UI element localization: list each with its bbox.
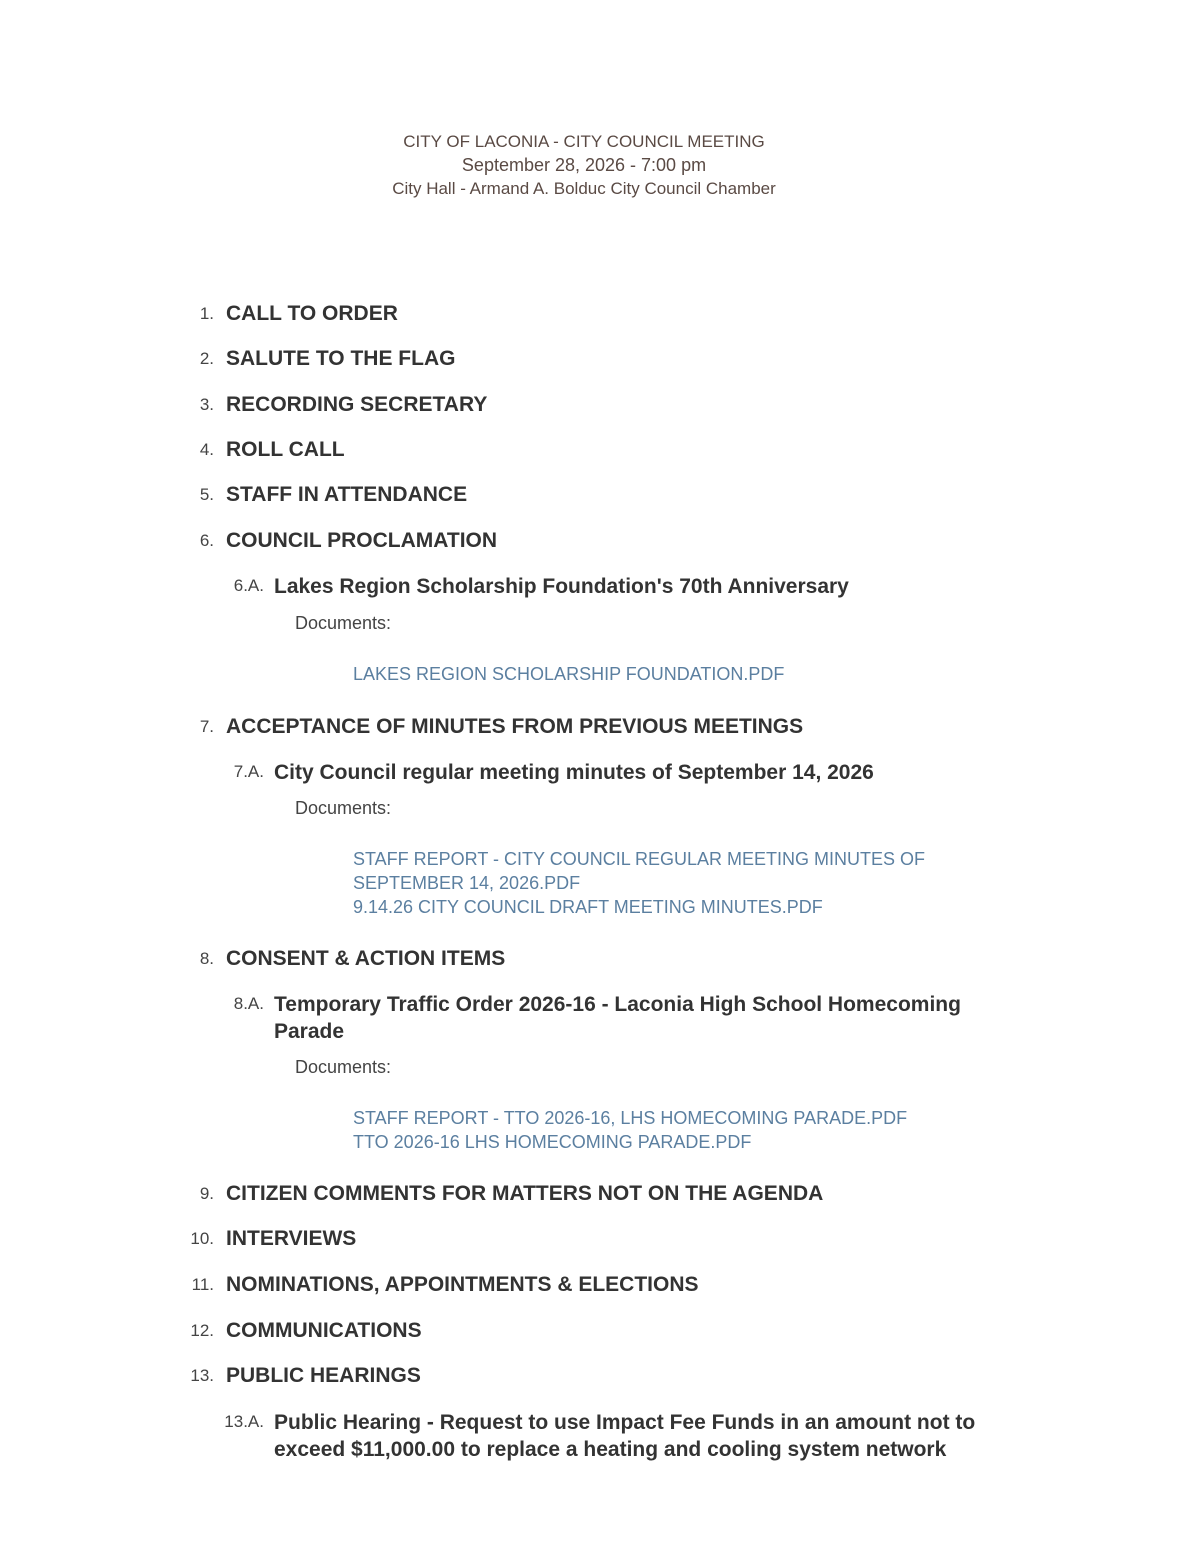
agenda-subitem-number: 7.A. [233, 762, 264, 781]
agenda-item-title: COUNCIL PROCLAMATION [226, 529, 498, 552]
agenda-item-number: 5. [199, 485, 214, 504]
agenda-item-title: CITIZEN COMMENTS FOR MATTERS NOT ON THE AGENDA [226, 1182, 824, 1205]
document-links [353, 662, 993, 686]
agenda-subitem-title: City Council regular meeting minutes of September 14, 2026 [274, 761, 874, 784]
document-link[interactable]: TTO 2026-16 LHS HOMECOMING PARADE.PDF [353, 1132, 752, 1152]
agenda-subitem-number: 13.A. [224, 1412, 264, 1431]
document-links [353, 847, 993, 919]
agenda-subitem-number: 6.A. [233, 576, 264, 595]
agenda-item-number: 10. [190, 1229, 214, 1248]
document-link[interactable]: STAFF REPORT - TTO 2026-16, LHS HOMECOMING PARADE.PDF [353, 1108, 908, 1128]
agenda-subitem-title: Temporary Traffic Order 2026-16 - Laconia High School Homecoming Parade [274, 993, 961, 1043]
agenda-item-number: 6. [199, 531, 214, 550]
document-link[interactable]: LAKES REGION SCHOLARSHIP FOUNDATION.PDF [353, 664, 785, 684]
agenda-item-number: 4. [199, 440, 214, 459]
documents-label: Documents: [295, 798, 392, 818]
agenda-item-title: INTERVIEWS [226, 1227, 357, 1250]
document-link[interactable]: STAFF REPORT - CITY COUNCIL REGULAR MEETING MINUTES OF SEPTEMBER 14, 2026.PDF [353, 849, 926, 893]
agenda-item-title: ACCEPTANCE OF MINUTES FROM PREVIOUS MEETINGS [226, 715, 804, 738]
document-links [353, 1106, 993, 1154]
agenda-subitem-title: Lakes Region Scholarship Foundation's 70th Anniversary [274, 575, 849, 598]
agenda-item-number: 3. [199, 395, 214, 414]
meeting-location: City Hall - Armand A. Bolduc City Council Chamber [392, 179, 776, 198]
agenda-subitem-title: Public Hearing - Request to use Impact Fee Funds in an amount not to exceed $11,000.00 to replace a heating and cooling system network [274, 1411, 976, 1461]
agenda-subitem-number: 8.A. [233, 994, 264, 1013]
agenda-item-number: 13. [190, 1366, 214, 1385]
agenda-item-title: NOMINATIONS, APPOINTMENTS & ELECTIONS [226, 1273, 699, 1296]
documents-label: Documents: [295, 1057, 392, 1077]
agenda-item-number: 11. [191, 1275, 214, 1294]
meeting-datetime: September 28, 2026 - 7:00 pm [461, 155, 707, 175]
agenda-header [0, 130, 1168, 200]
agenda-item-title: CONSENT & ACTION ITEMS [226, 947, 506, 970]
documents-label: Documents: [295, 613, 392, 633]
agenda-item-title: RECORDING SECRETARY [226, 393, 488, 416]
agenda-item-number: 8. [199, 949, 214, 968]
agenda-item-title: COMMUNICATIONS [226, 1319, 422, 1342]
agenda-item-number: 2. [199, 349, 214, 368]
agenda-item-number: 12. [190, 1321, 214, 1340]
document-link[interactable]: 9.14.26 CITY COUNCIL DRAFT MEETING MINUTES.PDF [353, 897, 823, 917]
agenda-item-number: 7. [199, 717, 214, 736]
agenda-item-title: SALUTE TO THE FLAG [226, 347, 456, 370]
meeting-title: CITY OF LACONIA - CITY COUNCIL MEETING [403, 132, 765, 151]
agenda-item-title: PUBLIC HEARINGS [226, 1364, 421, 1387]
agenda-item-number: 9. [199, 1184, 214, 1203]
agenda-item-title: ROLL CALL [226, 438, 345, 461]
agenda-item-title: STAFF IN ATTENDANCE [226, 483, 468, 506]
agenda-item-number: 1. [199, 304, 214, 323]
agenda-item-title: CALL TO ORDER [226, 302, 398, 325]
